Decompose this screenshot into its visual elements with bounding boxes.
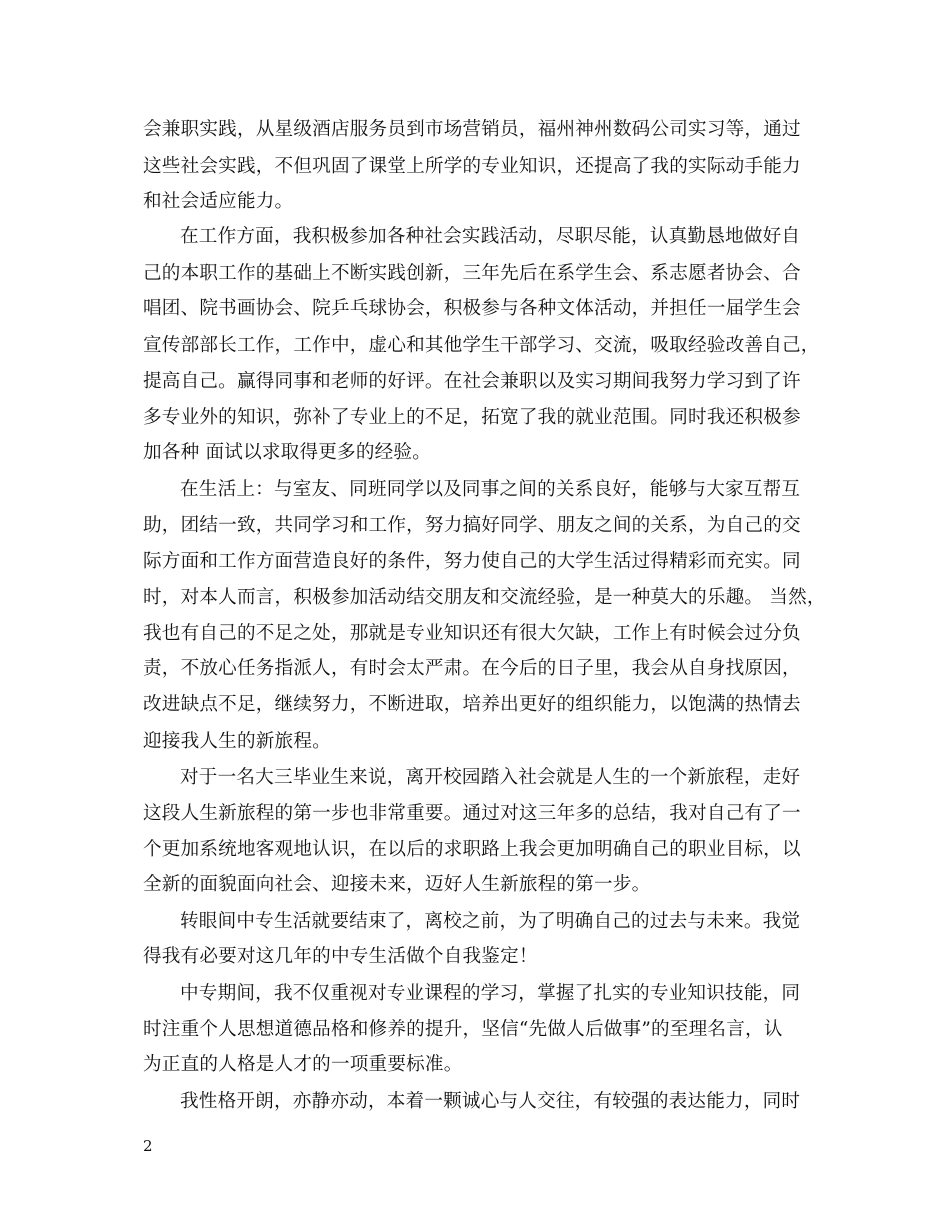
text-line: 迎接我人生的新旅程。 — [143, 731, 331, 752]
text-line: 得我有必要对这几年的中专生活做个自我鉴定！ — [143, 946, 538, 967]
text-line: 时，对本人而言，积极参加活动结交朋友和交流经验，是一种莫大的乐趣。 当然， — [143, 587, 826, 608]
text-line: 改进缺点不足，继续努力，不断进取，培养出更好的组织能力，以饱满的热情去 — [143, 694, 801, 715]
text-line: 全新的面貌面向社会、迎接未来，迈好人生新旅程的第一步。 — [143, 874, 651, 895]
paragraph-first-line: 我性格开朗，亦静亦动，本着一颗诚心与人交往，有较强的表达能力，同时 — [180, 1091, 801, 1112]
text-line: 个更加系统地客观地认识，在以后的求职路上我会更加明确自己的职业目标，以 — [143, 839, 801, 860]
text-line: 宣传部部长工作，工作中，虚心和其他学生干部学习、交流，吸取经验改善自己， — [143, 335, 820, 356]
text-line: 际方面和工作方面营造良好的条件，努力使自己的大学生活过得精彩而充实。同 — [143, 551, 801, 572]
text-line: 这段人生新旅程的第一步也非常重要。通过对这三年多的总结，我对自己有了一 — [143, 803, 801, 824]
text-line: 为正直的人格是人才的一项重要标准。 — [143, 1054, 463, 1075]
text-line: 责，不放心任务指派人，有时会太严肃。在今后的日子里，我会从自身找原因， — [143, 658, 801, 679]
text-line: 这些社会实践，不但巩固了课堂上所学的专业知识，还提高了我的实际动手能力 — [143, 156, 801, 177]
paragraph-first-line: 转眼间中专生活就要结束了，离校之前，为了明确自己的过去与未来。我觉 — [180, 911, 801, 932]
text-line: 加各种 面试以求取得更多的经验。 — [143, 442, 432, 463]
text-line: 助，团结一致，共同学习和工作，努力搞好同学、朋友之间的关系，为自己的交 — [143, 515, 801, 536]
paragraph-first-line: 在生活上：与室友、同班同学以及同事之间的关系良好，能够与大家互帮互 — [180, 479, 801, 500]
paragraph-first-line: 中专期间，我不仅重视对专业课程的学习，掌握了扎实的专业知识技能，同 — [180, 983, 801, 1004]
page-number: 2 — [143, 1137, 153, 1155]
text-line: 多专业外的知识，弥补了专业上的不足，拓宽了我的就业范围。同时我还积极参 — [143, 407, 801, 428]
text-line: 唱团、院书画协会、院乒乓球协会，积极参与各种文体活动，并担任一届学生会 — [143, 298, 801, 319]
text-line: 和社会适应能力。 — [143, 191, 294, 212]
text-line: 己的本职工作的基础上不断实践创新，三年先后在系学生会、系志愿者协会、合 — [143, 263, 801, 284]
text-line: 会兼职实践，从星级酒店服务员到市场营销员，福州神州数码公司实习等，通过 — [143, 119, 801, 140]
paragraph-first-line: 在工作方面，我积极参加各种社会实践活动，尽职尽能，认真勤恳地做好自 — [180, 226, 801, 247]
paragraph-first-line: 对于一名大三毕业生来说，离开校园踏入社会就是人生的一个新旅程，走好 — [180, 767, 801, 788]
text-line: 提高自己。赢得同事和老师的好评。在社会兼职以及实习期间我努力学习到了许 — [143, 371, 801, 392]
text-line: 时注重个人思想道德品格和修养的提升，坚信“先做人后做事”的至理名言，认 — [143, 1019, 783, 1040]
text-line: 我也有自己的不足之处，那就是专业知识还有很大欠缺，工作上有时候会过分负 — [143, 623, 801, 644]
